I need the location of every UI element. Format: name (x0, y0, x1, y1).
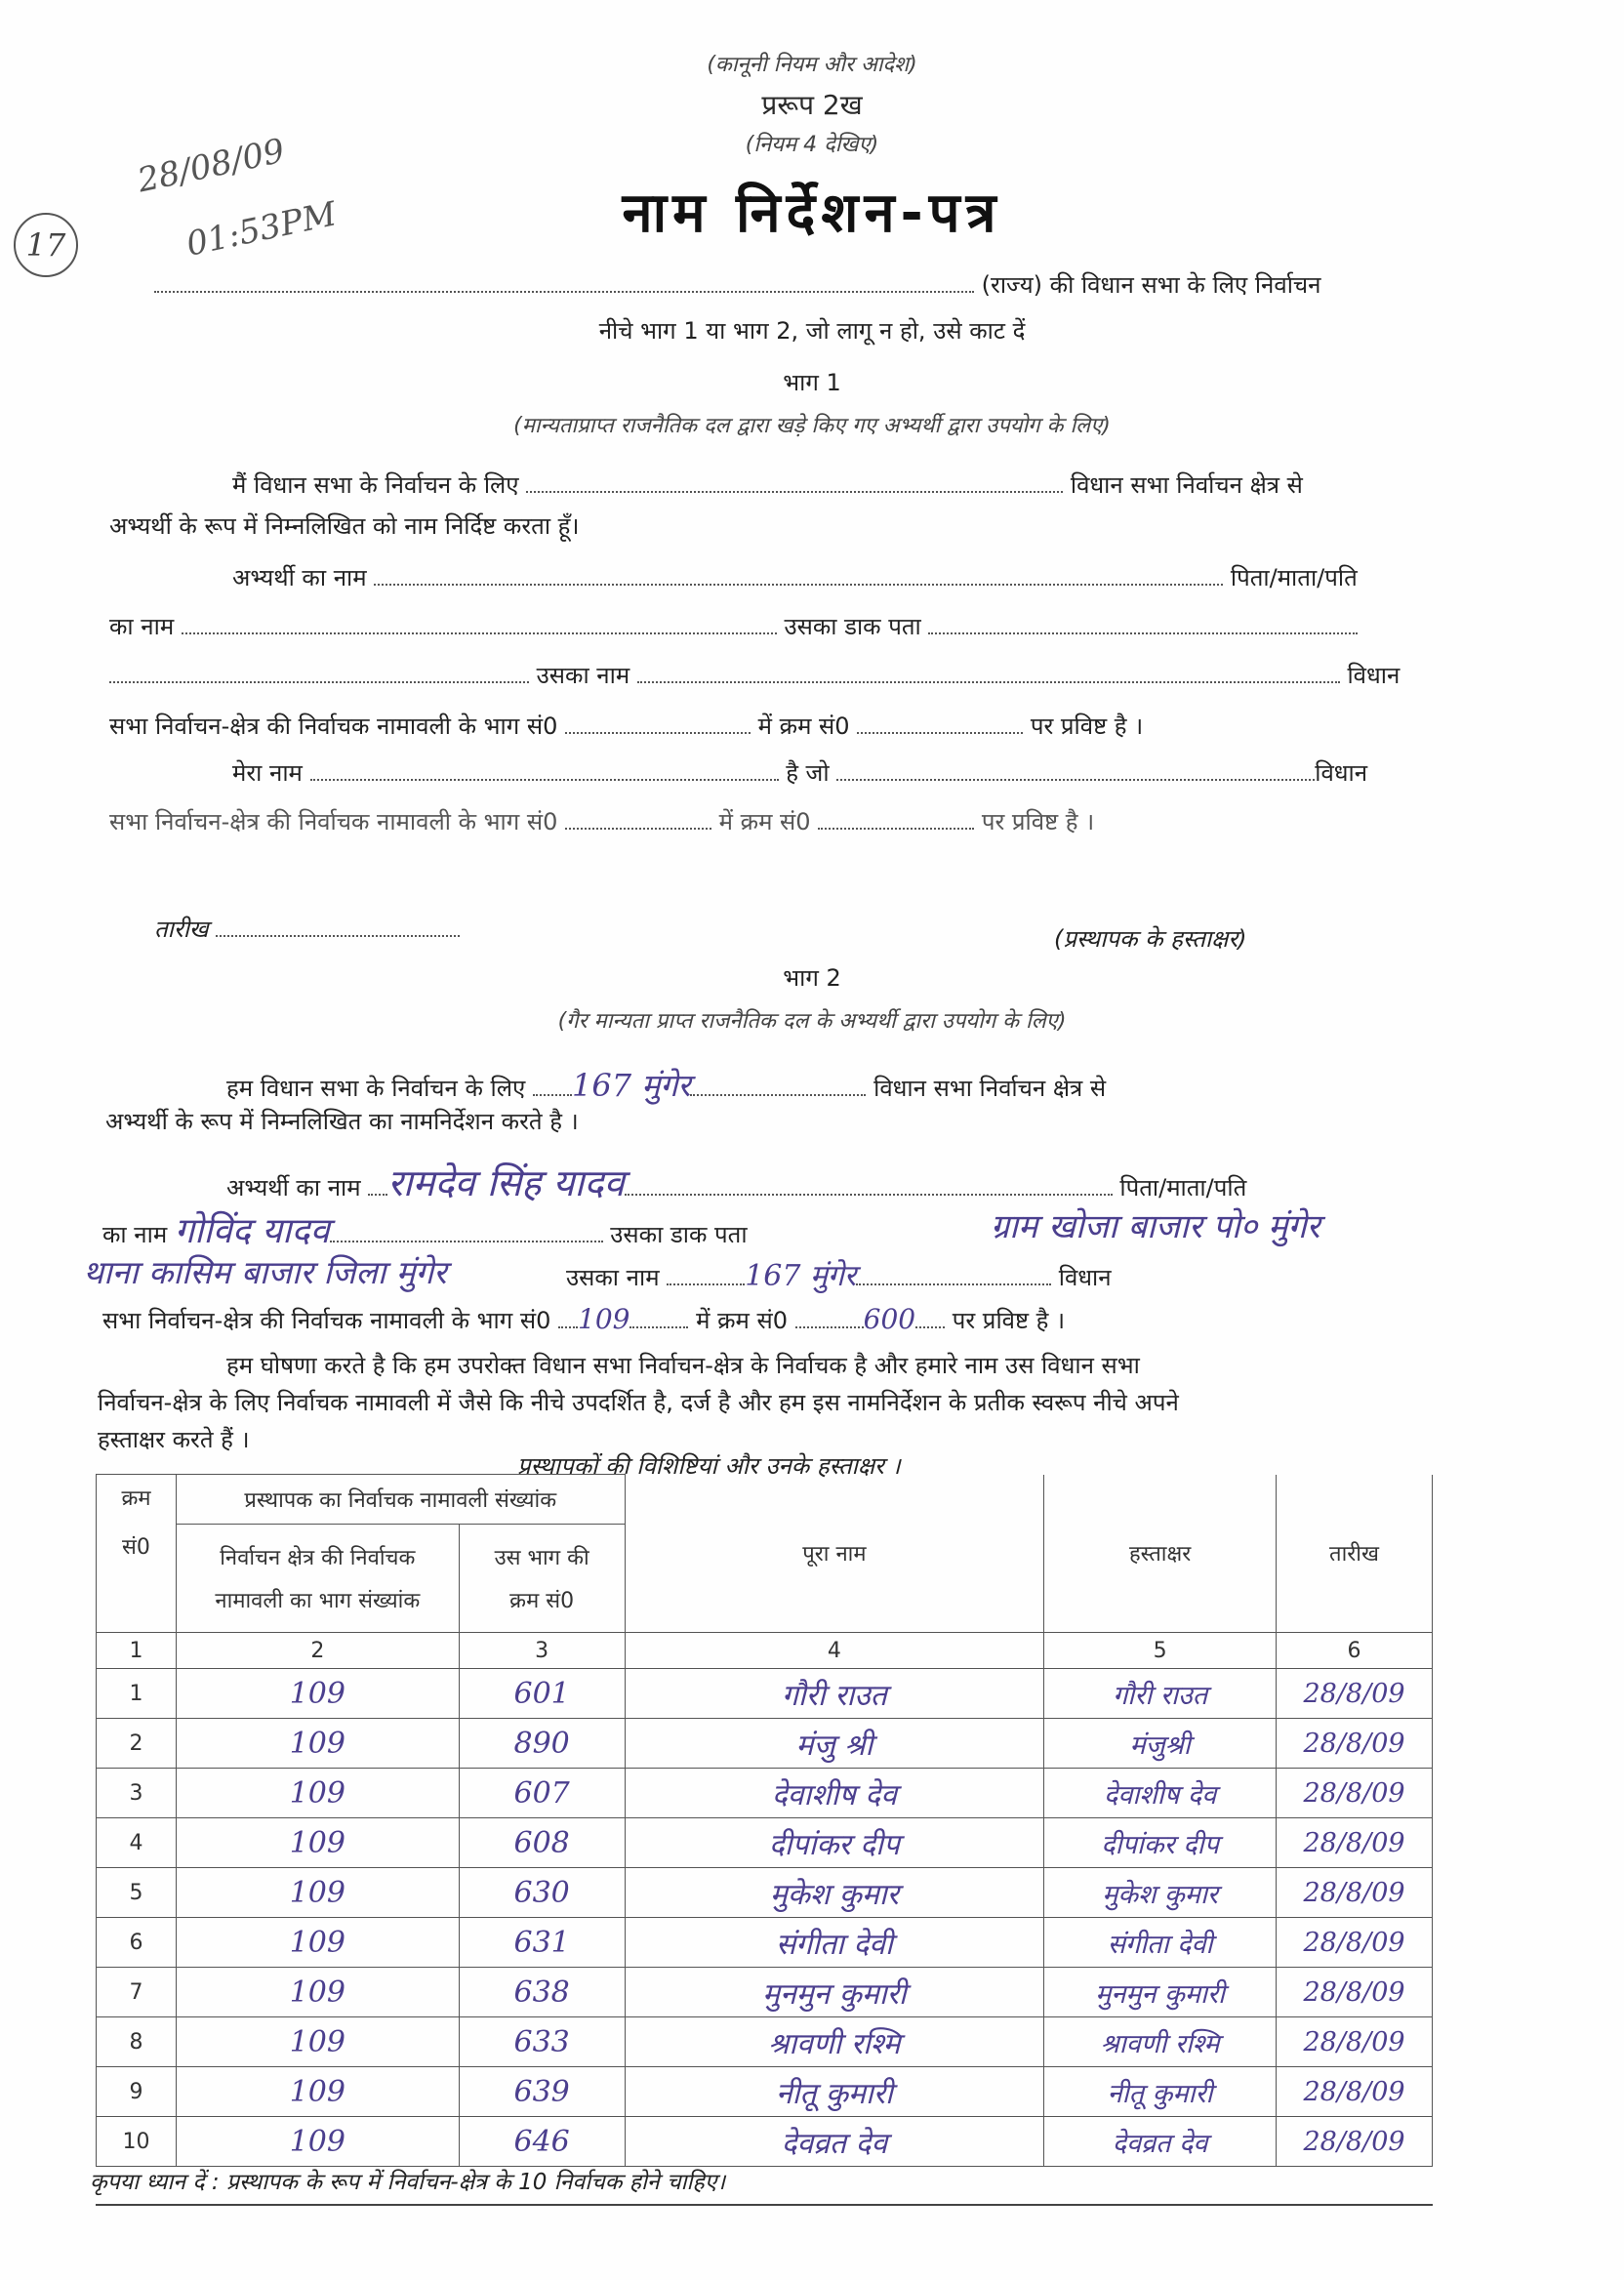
table-row (97, 1868, 1433, 1918)
row-serial-in-part: 608 (459, 1818, 625, 1868)
part1-line5: उसका नाम विधान (109, 659, 1400, 691)
row-signature: देवाशीष देव (1044, 1769, 1277, 1818)
stamp-date: 28/08/09 (134, 131, 289, 201)
table-title: प्रस्थापकों की विशिष्टियां और उनके हस्ताक्षर । (517, 1452, 901, 1480)
strike-note: नीचे भाग 1 या भाग 2, जो लागू न हो, उसे काट दें (598, 317, 1026, 345)
row-signature: नीतू कुमारी (1044, 2067, 1277, 2117)
column-number-row (97, 1633, 1433, 1669)
part2-line1: हम विधान सभा के निर्वाचन के लिए 167 मुंगेर विधान सभा निर्वाचन क्षेत्र से (226, 1067, 1107, 1104)
row-signature: दीपांकर दीप (1044, 1818, 1277, 1868)
part2-line3: अभ्यर्थी का नाम रामदेव सिंह यादव पिता/माता/पति (226, 1161, 1247, 1204)
row-serial: 2 (97, 1719, 177, 1769)
column-number: 5 (1044, 1633, 1277, 1669)
declaration-line-1: हम घोषणा करते है कि हम उपरोक्त विधान सभा निर्वाचन-क्षेत्र के निर्वाचक है और हमारे नाम उस विधान सभा (226, 1352, 1140, 1379)
row-signature: संगीता देवी (1044, 1918, 1277, 1968)
row-date: 28/8/09 (1277, 1669, 1433, 1719)
row-part-number: 109 (176, 1968, 459, 2017)
row-serial: 8 (97, 2017, 177, 2067)
row-serial-in-part: 601 (459, 1669, 625, 1719)
proposers-table (96, 1474, 1433, 2167)
form-number: प्ररूप 2ख (761, 89, 863, 121)
footer-note: कृपया ध्यान दें : प्रस्थापक के रूप में निर्वाचन-क्षेत्र के 10 निर्वाचक होने चाहिए। (90, 2170, 726, 2195)
table-row (97, 1918, 1433, 1968)
law-line: (कानूनी नियम और आदेश) (707, 53, 917, 77)
row-part-number: 109 (176, 1868, 459, 1918)
row-full-name: गौरी राउत (625, 1669, 1044, 1719)
header-date: तारीख (1277, 1475, 1433, 1633)
part1-line3: अभ्यर्थी का नाम पिता/माता/पति (232, 564, 1358, 591)
part2-heading: भाग 2 (783, 964, 841, 992)
row-full-name: संगीता देवी (625, 1918, 1044, 1968)
row-part-number: 109 (176, 1719, 459, 1769)
row-date: 28/8/09 (1277, 1868, 1433, 1918)
row-full-name: देवव्रत देव (625, 2117, 1044, 2167)
row-full-name: श्रावणी रश्मि (625, 2017, 1044, 2067)
part1-subheading: (मान्यताप्राप्त राजनैतिक दल द्वारा खड़े किए गए अभ्यर्थी द्वारा उपयोग के लिए) (513, 414, 1111, 438)
part-number: 109 (578, 1303, 630, 1335)
row-serial: 9 (97, 2067, 177, 2117)
part1-line4: का नाम उसका डाक पता (109, 610, 1358, 642)
header-proposer-roll: प्रस्थापक का निर्वाचक नामावली संख्यांक (176, 1475, 625, 1525)
part1-heading: भाग 1 (783, 369, 841, 396)
row-part-number: 109 (176, 2017, 459, 2067)
row-part-number: 109 (176, 2117, 459, 2167)
row-full-name: नीतू कुमारी (625, 2067, 1044, 2117)
row-date: 28/8/09 (1277, 2017, 1433, 2067)
election-line: (राज्य) की विधान सभा के लिए निर्वाचन (154, 268, 1320, 301)
row-date: 28/8/09 (1277, 2117, 1433, 2167)
part1-date-label: तारीख (154, 913, 460, 945)
row-serial-in-part: 633 (459, 2017, 625, 2067)
table-row (97, 1769, 1433, 1818)
stamp-time: 01:53PM (183, 194, 341, 265)
row-serial: 3 (97, 1769, 177, 1818)
declaration-line-2: निर्वाचन-क्षेत्र के लिए निर्वाचक नामावली में जैसे कि नीचे उपदर्शित है, दर्ज है और हम इस नामनिर्देशन के प्रतीक स्वरूप नीचे अपने (98, 1389, 1179, 1416)
header-part-number: निर्वाचन क्षेत्र की निर्वाचक नामावली का भाग संख्यांक (176, 1525, 459, 1633)
row-signature: मंजुश्री (1044, 1719, 1277, 1769)
part2-line6: सभा निर्वाचन-क्षेत्र की निर्वाचक नामावली के भाग सं0 109 में क्रम सं0 600 पर प्रविष्ट है । (102, 1303, 1066, 1335)
row-full-name: देवाशीष देव (625, 1769, 1044, 1818)
part1-line6: सभा निर्वाचन-क्षेत्र की निर्वाचक नामावली के भाग सं0 में क्रम सं0 पर प्रविष्ट है । (109, 712, 1144, 740)
table-row (97, 1669, 1433, 1719)
part1-line7: मेरा नाम है जो विधान (232, 759, 1368, 787)
table-row (97, 2067, 1433, 2117)
row-serial-in-part: 631 (459, 1918, 625, 1968)
row-signature: देवव्रत देव (1044, 2117, 1277, 2167)
table-row (97, 2017, 1433, 2067)
candidate-name: रामदेव सिंह यादव (387, 1161, 625, 1204)
postal-address-2: थाना कासिम बाजार जिला मुंगेर (83, 1253, 447, 1291)
serial-circle: 17 (14, 213, 78, 277)
page-title: नाम निर्देशन-पत्र (622, 182, 1002, 245)
row-serial-in-part: 646 (459, 2117, 625, 2167)
table-row (97, 1818, 1433, 1868)
row-signature: श्रावणी रश्मि (1044, 2017, 1277, 2067)
row-full-name: मंजु श्री (625, 1719, 1044, 1769)
part1-signature-label: (प्रस्थापक के हस्ताक्षर) (1054, 925, 1247, 953)
part1-line2: अभ्यर्थी के रूप में निम्नलिखित को नाम निर्दिष्ट करता हूँ। (109, 512, 580, 540)
header-serial-in-part: उस भाग की क्रम सं0 (459, 1525, 625, 1633)
serial-number: 600 (863, 1303, 916, 1335)
declaration-line-3: हस्ताक्षर करते हैं । (98, 1426, 250, 1453)
row-part-number: 109 (176, 2067, 459, 2117)
part1-line8: सभा निर्वाचन-क्षेत्र की निर्वाचक नामावली के भाग सं0 में क्रम सं0 पर प्रविष्ट है । (109, 808, 1095, 835)
row-serial: 7 (97, 1968, 177, 2017)
row-full-name: मुनमुन कुमारी (625, 1968, 1044, 2017)
rule-reference: (नियम 4 देखिए) (745, 133, 879, 157)
row-part-number: 109 (176, 1918, 459, 1968)
row-part-number: 109 (176, 1818, 459, 1868)
row-part-number: 109 (176, 1669, 459, 1719)
column-number: 2 (176, 1633, 459, 1669)
part2-line2: अभ्यर्थी के रूप में निम्नलिखित का नामनिर्देशन करते है । (105, 1108, 579, 1135)
postal-address-1: ग्राम खोजा बाजार पो० मुंगेर (991, 1207, 1320, 1246)
row-serial: 6 (97, 1918, 177, 1968)
row-serial-in-part: 890 (459, 1719, 625, 1769)
row-date: 28/8/09 (1277, 2067, 1433, 2117)
row-serial: 10 (97, 2117, 177, 2167)
father-name: गोविंद यादव (174, 1211, 330, 1251)
part1-line1: मैं विधान सभा के निर्वाचन के लिए विधान सभा निर्वाचन क्षेत्र से (232, 471, 1303, 499)
row-date: 28/8/09 (1277, 1918, 1433, 1968)
column-number: 3 (459, 1633, 625, 1669)
part2-line4: का नाम गोविंद यादव उसका डाक पता (102, 1211, 748, 1251)
row-date: 28/8/09 (1277, 1769, 1433, 1818)
row-full-name: दीपांकर दीप (625, 1818, 1044, 1868)
row-signature: गौरी राउत (1044, 1669, 1277, 1719)
row-part-number: 109 (176, 1769, 459, 1818)
header-signature: हस्ताक्षर (1044, 1475, 1277, 1633)
table-row (97, 1719, 1433, 1769)
part2-line5: उसका नाम 167 मुंगेर विधान (566, 1259, 1112, 1293)
row-date: 28/8/09 (1277, 1968, 1433, 2017)
row-serial-in-part: 639 (459, 2067, 625, 2117)
row-signature: मुनमुन कुमारी (1044, 1968, 1277, 2017)
row-serial-in-part: 607 (459, 1769, 625, 1818)
row-serial: 5 (97, 1868, 177, 1918)
row-date: 28/8/09 (1277, 1818, 1433, 1868)
row-date: 28/8/09 (1277, 1719, 1433, 1769)
table-row (97, 1968, 1433, 2017)
row-serial: 4 (97, 1818, 177, 1868)
column-number: 4 (625, 1633, 1044, 1669)
row-serial-in-part: 630 (459, 1868, 625, 1918)
column-number: 6 (1277, 1633, 1433, 1669)
row-serial: 1 (97, 1669, 177, 1719)
divider (96, 2204, 1433, 2206)
header-serial: क्रम सं0 (97, 1475, 177, 1633)
row-serial-in-part: 638 (459, 1968, 625, 2017)
row-full-name: मुकेश कुमार (625, 1868, 1044, 1918)
column-number: 1 (97, 1633, 177, 1669)
header-full-name: पूरा नाम (625, 1475, 1044, 1633)
part2-subheading: (गैर मान्यता प्राप्त राजनैतिक दल के अभ्यर्थी द्वारा उपयोग के लिए) (557, 1009, 1067, 1034)
row-signature: मुकेश कुमार (1044, 1868, 1277, 1918)
table-row (97, 2117, 1433, 2167)
